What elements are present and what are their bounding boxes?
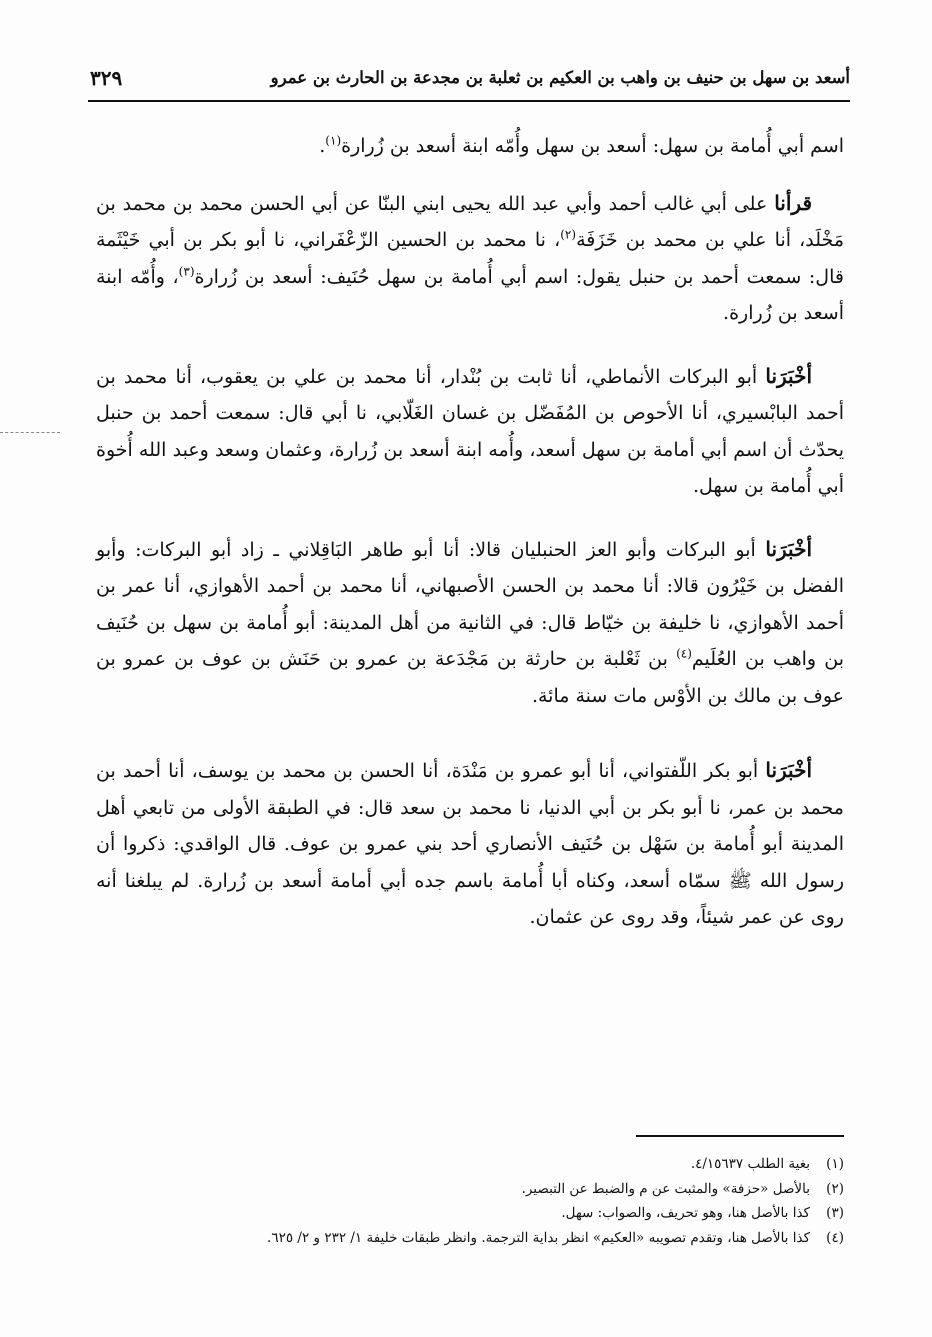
paragraph-text: أبو البركات وأبو العز الحنبليان قالا: أنا أبو طاهر البَاقِلاني ـ زاد أبو البركات: وأبو الفضل بن خَيْرُون قالا: أنا محمد بن الحسن الأصبهاني، أنا محمد بن أحمد الأهوازي، أنا عمر بن أحمد الأهوازي، نا خليفة بن خيّاط قال: في الثانية من أهل المدينة: أبو أُمامة بن سهل بن حُنَيف بن واهب بن العُلَيم [96, 538, 844, 670]
footnote-ref: (٤) [676, 646, 692, 661]
paragraph-tail: ، نا محمد بن الحسين الزّعْفَراني، نا أبو بكر بن أبي خَيْثَمة قال: سمعت أحمد بن حنبل يقول: اسم أبي أُمامة بن سهل حُنَيف: أسعد بن زُرارة [96, 229, 844, 288]
lead-word: أخْبَرَنا [765, 363, 812, 388]
footnote-ref: (٣) [178, 264, 195, 279]
paragraph-2 [96, 185, 844, 332]
page-number: ٣٢٩ [90, 66, 123, 90]
footnote-3 [96, 1201, 844, 1226]
footnote-text: بغية الطلب ٤/١٥٦٣٧. [690, 1156, 810, 1172]
footnote-text: كذا بالأصل هنا، وهو تحريف، والصواب: سهل. [561, 1205, 810, 1221]
paragraph-3 [96, 358, 844, 505]
lead-word: قرأنا [774, 190, 812, 215]
paragraph-text: أبو بكر اللّفتواني، أنا أبو عمرو بن مَنْدَة، أنا الحسن بن محمد بن يوسف، أنا أحمد بن محمد بن عمر، نا أبو بكر بن أبي الدنيا، نا محمد بن سعد قال: في الطبقة الأولى من تابعي أهل المدينة أبو أُمامة بن سَهْل بن حُنَيف الأنصاري أحد بني عمرو بن عوف. قال الواقدي: ذكروا أن رسول الله ﷺ سمّاه أسعد، وكناه أبا أُمامة باسم جده أبي أمامة أسعد بن زُرارة. لم يبلغنا أنه روى عن عمر شيئاً، وقد روى عن عثمان. [96, 760, 844, 928]
footnote-number: (٣) [826, 1205, 844, 1221]
footnote-text: كذا بالأصل هنا، وتقدم تصويبه «العكيم» انظر بداية الترجمة. وانظر طبقات خليفة ١/ ٢٣٢ و ٢/ ٦٢٥. [267, 1229, 810, 1246]
header-rule [88, 100, 850, 102]
running-title: أسعد بن سهل بن حنيف بن واهب بن العكيم بن ثعلبة بن مجدعة بن الحارث بن عمرو [270, 68, 850, 87]
paragraph-text: أبو البركات الأنماطي، أنا ثابت بن بُنْدار، أنا محمد بن علي بن يعقوب، أنا محمد بن أحمد البابْسيري، أنا الأحوص بن المُفَضّل بن غسان الغَلّابي، نا أبي قال: سمعت أحمد بن حنبل يحدّث أن اسم أبي أمامة بن سهل أسعد، وأُمه ابنة أسعد بن زُرارة، وعثمان وسعد وعبد الله أُخوة أبي أُمامة بن سهل. [96, 365, 844, 497]
footnote-number: (٢) [826, 1180, 844, 1197]
paragraph-text: اسم أبي أُمامة بن سهل: أسعد بن سهل وأُمّه ابنة أسعد بن زُرارة [341, 135, 844, 157]
lead-word: أخْبَرَنا [765, 536, 812, 561]
footnotes [96, 1152, 844, 1250]
paragraph-tail: . [319, 135, 326, 157]
footnote-rule [636, 1135, 844, 1137]
footnote-number: (١) [826, 1156, 844, 1172]
footnote-2 [96, 1177, 844, 1202]
scan-artifact [0, 432, 60, 433]
body-text [96, 128, 844, 936]
footnote-text: بالأصل «حزفة» والمثبت عن م والضبط عن التبصير. [521, 1180, 810, 1197]
lead-word: أخْبَرَنا [765, 758, 812, 782]
footnote-1 [96, 1152, 844, 1177]
footnote-ref: (٢) [560, 227, 577, 242]
paragraph-1 [96, 128, 844, 165]
paragraph-text: على أبي غالب أحمد وأبي عبد الله يحيى ابني البنّا عن أبي الحسن محمد بن محمد بن مَخْلَد، أنا علي بن محمد بن خَزَفَة [96, 192, 844, 251]
running-header [90, 64, 850, 100]
paragraph-tail: بن ثَعْلبة بن حارثة بن مَجْدَعة بن عمرو بن حَنَش بن عوف بن عمرو بن عوف بن مالك بن الأوْس مات سنة مائة. [96, 648, 844, 707]
footnote-ref: (١) [325, 133, 342, 148]
footnote-4 [96, 1226, 844, 1251]
footnote-number: (٤) [826, 1229, 844, 1246]
paragraph-4 [96, 531, 844, 715]
paragraph-5 [96, 752, 844, 936]
paragraph-tail: ، وأُمّه ابنة أسعد بن زُرارة. [96, 265, 844, 324]
